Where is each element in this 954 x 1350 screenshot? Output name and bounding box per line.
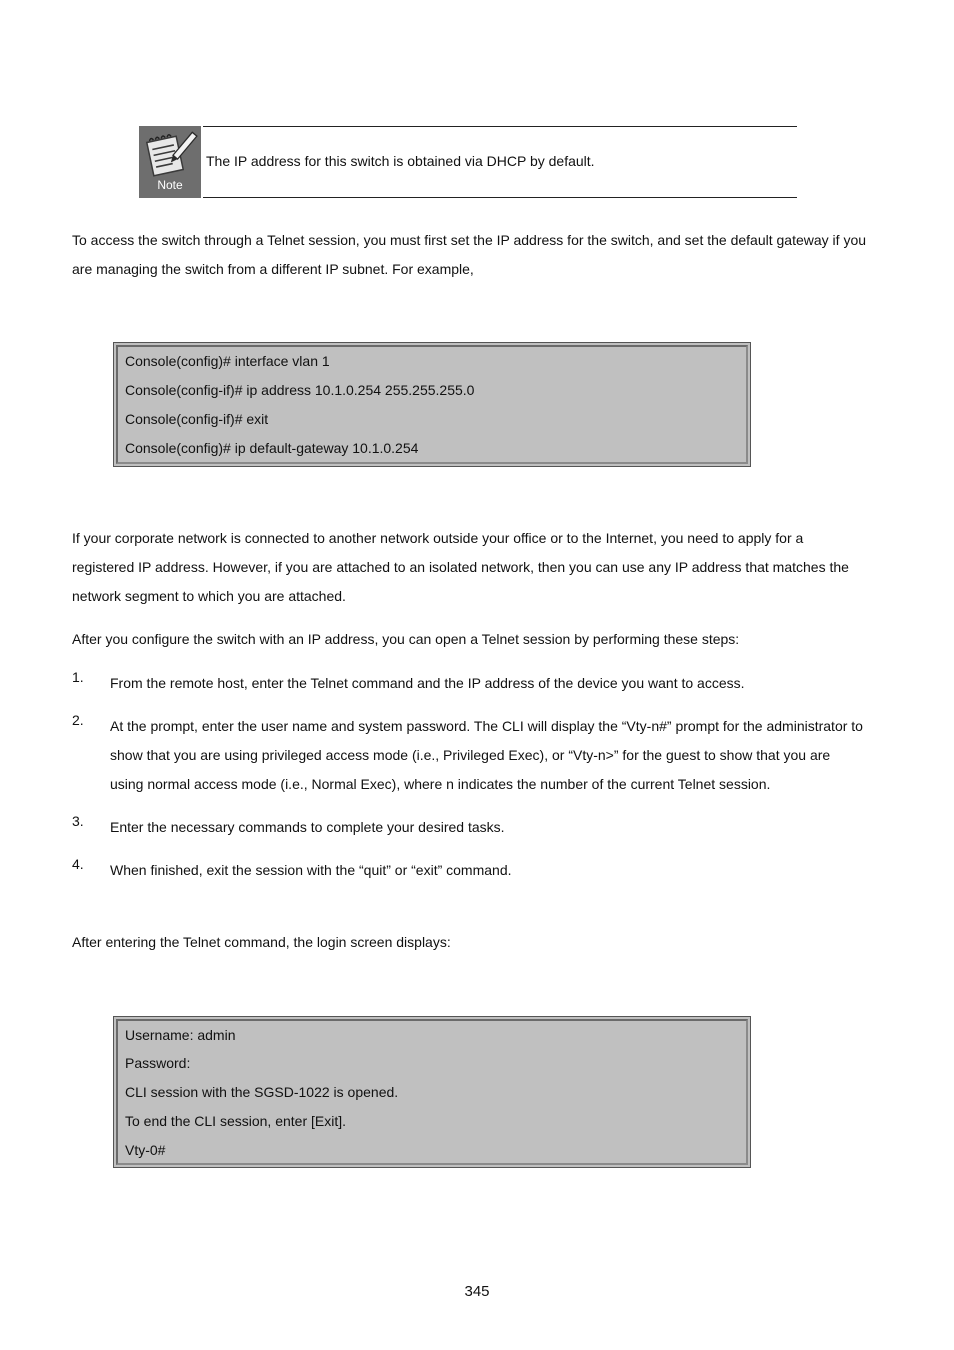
console-line: Console(config)# ip default-gateway 10.1.0.254 — [125, 440, 419, 456]
console-line: Username: admin — [125, 1027, 236, 1043]
step-number: 1. — [72, 669, 84, 685]
page-number: 345 — [464, 1283, 490, 1300]
note-rule-top — [203, 126, 797, 127]
corporate-line-2: registered IP address. However, if you are attached to an isolated network, then you can use any IP address that matches the — [72, 559, 849, 575]
corporate-paragraph — [72, 524, 887, 611]
intro-paragraph — [72, 226, 887, 284]
step-text — [110, 813, 890, 842]
step-line: When finished, exit the session with the “quit” or “exit” command. — [110, 862, 512, 878]
console-box-vlan — [113, 342, 751, 467]
step-number: 4. — [72, 856, 84, 872]
note-text: The IP address for this switch is obtained via DHCP by default. — [206, 153, 595, 169]
console-line: Vty-0# — [125, 1142, 166, 1158]
console-line: Password: — [125, 1055, 191, 1071]
step-number: 3. — [72, 813, 84, 829]
step-text — [110, 856, 890, 885]
step-text — [110, 669, 890, 698]
corporate-line-1: If your corporate network is connected to another network outside your office or to the Internet, you need to apply for a — [72, 530, 804, 546]
login-intro-paragraph: After entering the Telnet command, the login screen displays: — [72, 934, 451, 950]
step-line: show that you are using privileged access mode (i.e., Privileged Exec), or “Vty-n>” for the guest to show that you are — [110, 747, 831, 763]
console-line: Console(config)# interface vlan 1 — [125, 353, 330, 369]
after-config-paragraph: After you configure the switch with an IP address, you can open a Telnet session by performing these steps: — [72, 631, 740, 647]
step-line: From the remote host, enter the Telnet command and the IP address of the device you want to access. — [110, 675, 745, 691]
console-line: CLI session with the SGSD-1022 is opened. — [125, 1084, 399, 1100]
note-icon — [139, 126, 201, 198]
console-line: Console(config-if)# exit — [125, 411, 269, 427]
intro-line-1: To access the switch through a Telnet session, you must first set the IP address for the switch, and set the default gateway if you — [72, 232, 867, 248]
step-line: Enter the necessary commands to complete your desired tasks. — [110, 819, 505, 835]
corporate-line-3: network segment to which you are attached. — [72, 588, 346, 604]
step-line: At the prompt, enter the user name and system password. The CLI will display the “Vty-n#” prompt for the administrator to — [110, 718, 863, 734]
step-number: 2. — [72, 712, 84, 728]
intro-line-2: are managing the switch from a different IP subnet. For example, — [72, 261, 474, 277]
console-box-login — [113, 1016, 751, 1168]
step-line: using normal access mode (i.e., Normal Exec), where n indicates the number of the current Telnet session. — [110, 776, 771, 792]
console-line: To end the CLI session, enter [Exit]. — [125, 1113, 347, 1129]
note-rule-bottom — [203, 197, 797, 198]
step-text — [110, 712, 890, 799]
note-icon-label: Note — [157, 178, 183, 192]
console-line: Console(config-if)# ip address 10.1.0.254 255.255.255.0 — [125, 382, 475, 398]
